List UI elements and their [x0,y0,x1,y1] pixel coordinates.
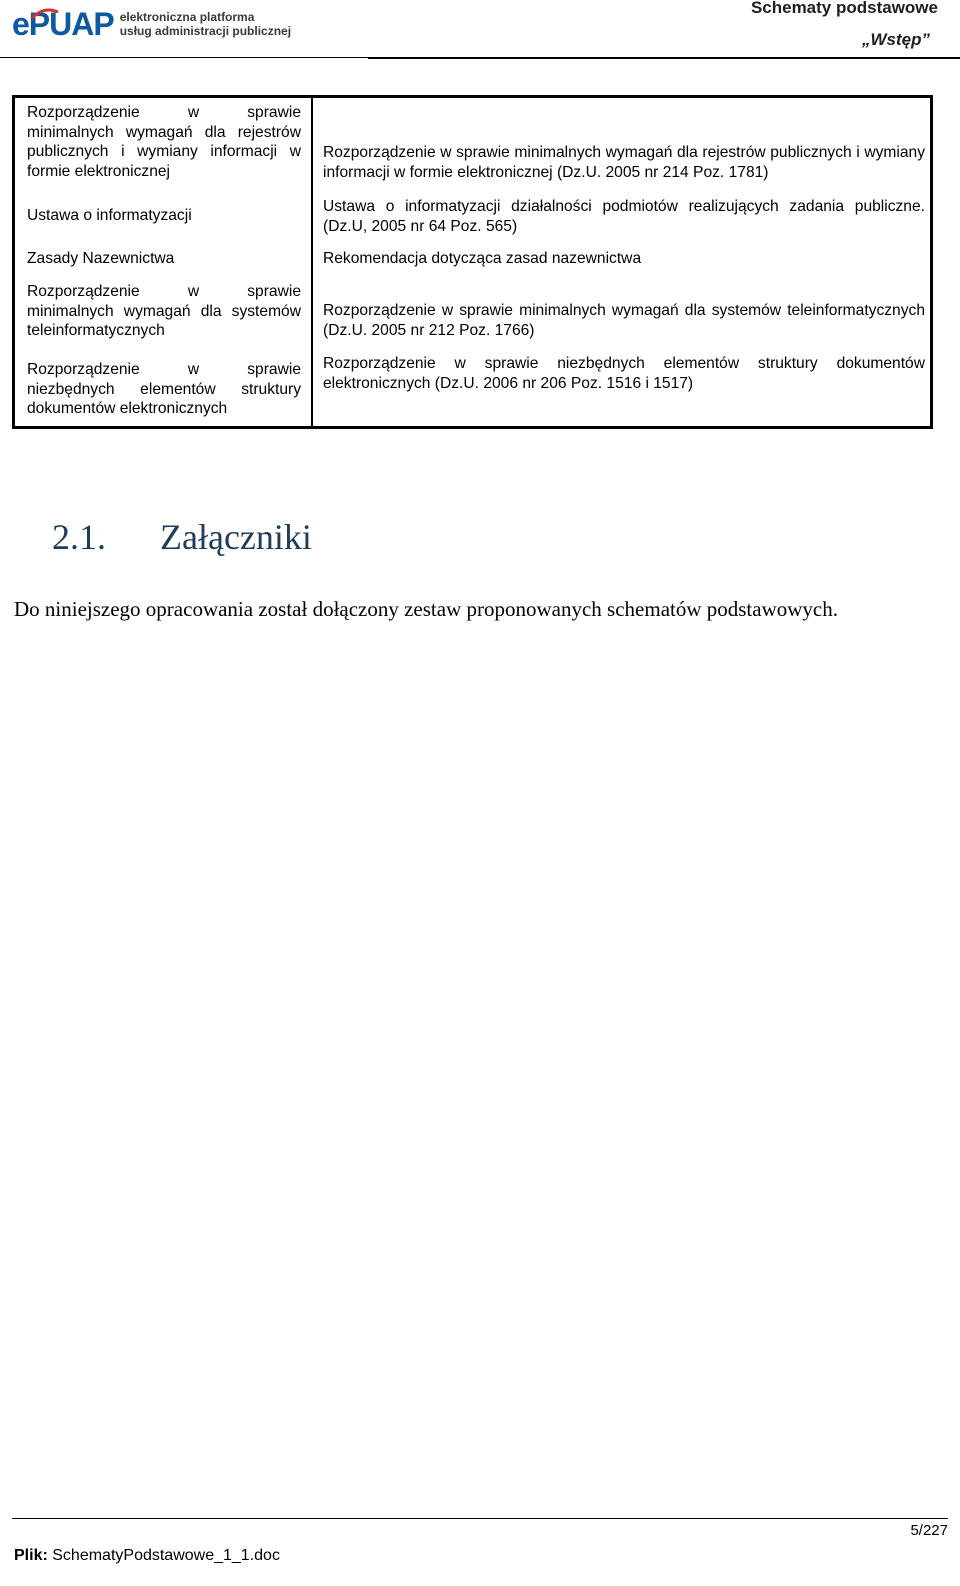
file-label: Plik: [14,1547,48,1564]
header-divider-thick [368,57,960,59]
section-title: Załączniki [160,517,312,557]
table-cell-left: Zasady Nazewnictwa [27,250,175,267]
table-cell-right: Rekomendacja dotycząca zasad nazewnictwa [323,250,642,267]
section-heading [52,516,312,558]
footer-divider [12,1518,948,1519]
table-cell-left: Rozporządzenie w sprawie minimalnych wymagań dla rejestrów publicznych i wymiany informacji w formie elektronicznej [27,104,301,180]
logo-swoosh-icon [30,8,60,20]
table-cell-left: Rozporządzenie w sprawie niezbędnych elementów struktury dokumentów elektronicznych [27,361,301,417]
page-header [0,0,960,60]
chapter-title: „Wstęp” [862,30,930,49]
section-paragraph: Do niniejszego opracowania został dołączony zestaw proponowanych schematów podstawowych. [14,597,838,621]
table-column-short-names [15,98,313,426]
file-name: SchematyPodstawowe_1_1.doc [52,1547,280,1564]
table-cell-right: Rozporządzenie w sprawie minimalnych wymagań dla rejestrów publicznych i wymiany informacji w formie elektronicznej (Dz.U. 2005 nr 214 Poz. 1781) [323,144,925,181]
table-cell-left: Rozporządzenie w sprawie minimalnych wymagań dla systemów teleinformatycznych [27,283,301,339]
page-number: 5/227 [910,1522,948,1539]
table-cell-left: Ustawa o informatyzacji [27,207,192,224]
epuap-logo [12,4,291,44]
table-cell-right: Rozporządzenie w sprawie minimalnych wymagań dla systemów teleinformatycznych (Dz.U. 2005 nr 212 Poz. 1766) [323,302,925,339]
logo-tagline-line2: usług administracji publicznej [119,24,292,38]
table-column-full-names [313,98,930,426]
logo-brand: ePUAP [12,5,114,42]
logo-tagline-line1: elektroniczna platforma [119,10,255,24]
logo-tagline [120,10,291,38]
regulations-table [12,95,933,429]
document-title: Schematy podstawowe [750,0,938,17]
footer-file-info [14,1547,280,1565]
section-number: 2.1. [52,517,106,557]
table-cell-right: Rozporządzenie w sprawie niezbędnych elementów struktury dokumentów elektronicznych (Dz.U. 2006 nr 206 Poz. 1516 i 1517) [323,355,925,392]
table-cell-right: Ustawa o informatyzacji działalności podmiotów realizujących zadania publiczne. (Dz.U, 2005 nr 64 Poz. 565) [323,198,925,235]
